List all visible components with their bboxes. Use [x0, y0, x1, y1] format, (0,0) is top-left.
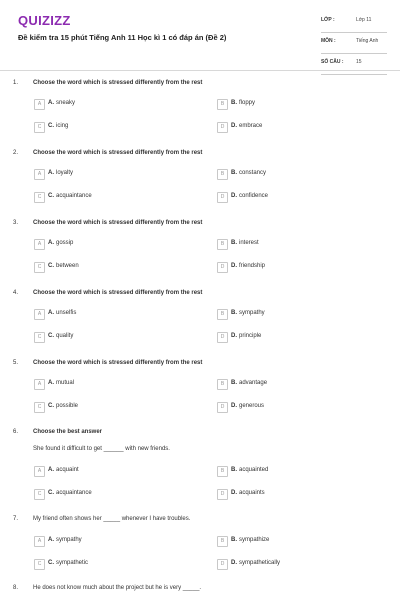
option-letter: D.: [231, 123, 237, 129]
meta-row-subject: [321, 34, 387, 54]
option-letter-box: D: [217, 559, 228, 570]
answer-option-d[interactable]: [217, 489, 387, 501]
question-number: 8.: [13, 585, 19, 591]
option-letter: A.: [48, 537, 54, 543]
option-letter: B.: [231, 170, 237, 176]
option-text: sympathetically: [239, 560, 281, 566]
option-letter: D.: [231, 490, 237, 496]
option-letter: D.: [231, 403, 237, 409]
meta-row-class: [321, 13, 387, 33]
option-text: between: [56, 263, 79, 269]
answer-option-b[interactable]: [217, 379, 387, 391]
question-instruction: Choose the word which is stressed differently from the rest: [33, 150, 203, 156]
option-letter: B.: [231, 380, 237, 386]
question-number: 2.: [13, 150, 19, 156]
question-instruction: Choose the word which is stressed differently from the rest: [33, 80, 203, 86]
option-letter-box: C: [34, 192, 45, 203]
option-text: constancy: [239, 170, 267, 176]
option-letter-box: B: [217, 536, 228, 547]
option-letter-box: C: [34, 489, 45, 500]
meta-value: Lớp 11: [356, 17, 372, 23]
question-number: 4.: [13, 290, 19, 296]
option-letter-box: D: [217, 402, 228, 413]
option-text: sympathy: [239, 310, 265, 316]
option-text: acquaintance: [56, 490, 92, 496]
question-stem: My friend often shows her _____ whenever I have troubles.: [33, 516, 191, 522]
option-letter: C.: [48, 333, 54, 339]
option-letter-box: B: [217, 99, 228, 110]
answer-option-b[interactable]: [217, 536, 387, 548]
option-letter-box: A: [34, 379, 45, 390]
option-letter: B.: [231, 100, 237, 106]
option-letter-box: C: [34, 122, 45, 133]
option-letter-box: A: [34, 239, 45, 250]
meta-label: SỐ CÂU :: [321, 59, 344, 65]
answer-option-d[interactable]: [217, 559, 387, 571]
option-text: icing: [56, 123, 69, 129]
worksheet-header: [0, 0, 400, 70]
option-letter-box: D: [217, 262, 228, 273]
option-text: sneaky: [56, 100, 76, 106]
question-instruction: Choose the word which is stressed differently from the rest: [33, 360, 203, 366]
option-letter: A.: [48, 310, 54, 316]
option-letter: D.: [231, 263, 237, 269]
option-letter: A.: [48, 170, 54, 176]
question-instruction: Choose the word which is stressed differently from the rest: [33, 220, 203, 226]
option-letter-box: C: [34, 332, 45, 343]
answer-option-c[interactable]: [34, 192, 204, 204]
option-letter-box: A: [34, 99, 45, 110]
meta-value: 15: [356, 59, 362, 65]
answer-option-c[interactable]: [34, 122, 204, 134]
option-letter: B.: [231, 240, 237, 246]
option-letter: D.: [231, 333, 237, 339]
quizizz-logo: QUIZIZZ: [18, 13, 71, 28]
option-letter: A.: [48, 240, 54, 246]
option-text: friendship: [239, 263, 266, 269]
answer-option-c[interactable]: [34, 332, 204, 344]
meta-label: LỚP :: [321, 17, 335, 23]
answer-option-b[interactable]: [217, 239, 387, 251]
question-stem: He does not know much about the project but he is very _____.: [33, 585, 202, 591]
answer-option-d[interactable]: [217, 122, 387, 134]
answer-option-a[interactable]: [34, 239, 204, 251]
answer-option-d[interactable]: [217, 402, 387, 414]
option-letter-box: A: [34, 169, 45, 180]
meta-label: MÔN :: [321, 38, 336, 44]
option-letter: C.: [48, 263, 54, 269]
option-letter: C.: [48, 560, 54, 566]
option-text: acquainted: [239, 467, 269, 473]
option-letter-box: B: [217, 466, 228, 477]
answer-option-b[interactable]: [217, 466, 387, 478]
answer-option-b[interactable]: [217, 169, 387, 181]
option-letter-box: C: [34, 559, 45, 570]
option-text: loyalty: [56, 170, 74, 176]
option-letter-box: D: [217, 489, 228, 500]
option-letter-box: A: [34, 466, 45, 477]
answer-option-c[interactable]: [34, 262, 204, 274]
option-text: sympathize: [239, 537, 270, 543]
answer-option-c[interactable]: [34, 489, 204, 501]
worksheet-title: Đề kiểm tra 15 phút Tiếng Anh 11 Học kì 1 có đáp án (Đề 2): [18, 33, 227, 42]
header-divider: [0, 70, 400, 71]
answer-option-d[interactable]: [217, 262, 387, 274]
option-text: interest: [239, 240, 259, 246]
option-letter-box: C: [34, 402, 45, 413]
option-letter: C.: [48, 490, 54, 496]
option-text: acquaintance: [56, 193, 92, 199]
option-letter-box: B: [217, 309, 228, 320]
question-instruction: Choose the word which is stressed differently from the rest: [33, 290, 203, 296]
option-letter-box: A: [34, 309, 45, 320]
option-text: possible: [56, 403, 79, 409]
answer-option-c[interactable]: [34, 559, 204, 571]
option-letter: D.: [231, 193, 237, 199]
question-stem: She found it difficult to get ______ with new friends.: [33, 446, 170, 452]
answer-option-d[interactable]: [217, 192, 387, 204]
option-text: mutual: [56, 380, 75, 386]
answer-option-d[interactable]: [217, 332, 387, 344]
question-number: 1.: [13, 80, 19, 86]
answer-option-a[interactable]: [34, 466, 204, 478]
meta-row-count: [321, 55, 387, 75]
question-number: 6.: [13, 429, 19, 435]
option-letter: D.: [231, 560, 237, 566]
option-letter: B.: [231, 310, 237, 316]
option-letter: B.: [231, 467, 237, 473]
option-text: embrace: [239, 123, 263, 129]
answer-option-b[interactable]: [217, 99, 387, 111]
answer-option-a[interactable]: [34, 309, 204, 321]
option-text: principle: [239, 333, 262, 339]
answer-option-a[interactable]: [34, 99, 204, 111]
option-letter-box: C: [34, 262, 45, 273]
question-number: 7.: [13, 516, 19, 522]
question-number: 3.: [13, 220, 19, 226]
option-letter-box: B: [217, 169, 228, 180]
option-letter: C.: [48, 193, 54, 199]
option-letter: A.: [48, 467, 54, 473]
option-text: sympathetic: [56, 560, 89, 566]
option-letter-box: D: [217, 192, 228, 203]
option-letter: B.: [231, 537, 237, 543]
answer-option-a[interactable]: [34, 169, 204, 181]
option-letter: A.: [48, 380, 54, 386]
meta-box: [321, 13, 387, 76]
option-letter: A.: [48, 100, 54, 106]
option-letter-box: D: [217, 122, 228, 133]
meta-value: Tiếng Anh: [356, 38, 379, 44]
question-number: 5.: [13, 360, 19, 366]
option-text: gossip: [56, 240, 74, 246]
option-letter: C.: [48, 403, 54, 409]
answer-option-b[interactable]: [217, 309, 387, 321]
option-text: generous: [239, 403, 265, 409]
answer-option-a[interactable]: [34, 536, 204, 548]
option-letter-box: A: [34, 536, 45, 547]
option-text: unselfis: [56, 310, 77, 316]
answer-option-c[interactable]: [34, 402, 204, 414]
answer-option-a[interactable]: [34, 379, 204, 391]
option-letter: C.: [48, 123, 54, 129]
question-instruction: Choose the best answer: [33, 429, 103, 435]
option-letter-box: B: [217, 239, 228, 250]
option-letter-box: D: [217, 332, 228, 343]
option-text: confidence: [239, 193, 269, 199]
option-text: floppy: [239, 100, 256, 106]
option-text: acquaints: [239, 490, 265, 496]
option-letter-box: B: [217, 379, 228, 390]
option-text: acquaint: [56, 467, 79, 473]
option-text: advantage: [239, 380, 268, 386]
option-text: quality: [56, 333, 74, 339]
option-text: sympathy: [56, 537, 82, 543]
